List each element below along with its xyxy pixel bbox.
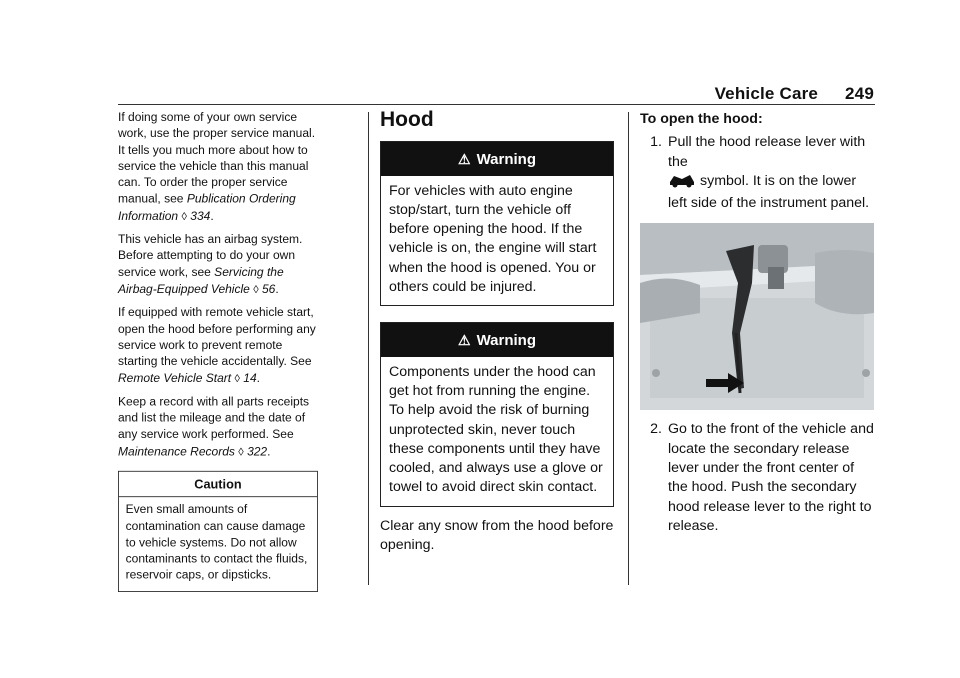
warning-title: Warning (476, 332, 536, 350)
warning-box-1 (380, 141, 614, 306)
xref-link[interactable]: Publication Ordering Information (118, 192, 296, 224)
caution-body: Even small amounts of contamination can cause damage to vehicle systems. Do not allow contaminants to contact the fluids, reservoir caps, or dipsticks. (125, 503, 308, 583)
step-text: Go to the front of the vehicle and locate the secondary release lever under the front center of the hood. Push the secondary hood release lever to the right to release. (668, 421, 874, 534)
xref-page[interactable]: 14 (243, 372, 257, 386)
xref-page[interactable]: 322 (247, 445, 268, 459)
section-heading: Hood (380, 108, 434, 131)
column-middle (380, 110, 614, 563)
paragraph-records: Keep a record with all parts receipts and list the mileage and the date of any service work performed. See Maintenance Records ◊ 322. (118, 395, 310, 459)
header-rule (118, 104, 875, 105)
step-number: 2. (650, 421, 662, 438)
page-header (715, 84, 874, 104)
page-reference-icon: ◊ (181, 209, 187, 223)
page-reference-icon: ◊ (234, 372, 240, 385)
column-right (640, 110, 876, 540)
page-reference-icon: ◊ (238, 445, 244, 458)
xref-link[interactable]: Maintenance Records (118, 445, 235, 459)
warning-triangle-icon: ⚠ (458, 151, 471, 168)
step-text: Pull the hood release lever with the symbol. It is on the lower left side of the instrument panel. (668, 134, 870, 212)
paragraph-service-manual: If doing some of your own service work, use the proper service manual. It tells you much more about how to service the vehicle than this manual can. To order the proper service manual, see Publication Ordering Information ◊ 334. (118, 110, 316, 224)
page-number: 249 (845, 84, 874, 103)
procedure-step-2 (640, 420, 876, 536)
xref-link[interactable]: Remote Vehicle Start (118, 372, 232, 386)
warning-title: Warning (476, 151, 536, 169)
procedure-step-1 (640, 133, 876, 213)
xref-link[interactable]: Servicing the Airbag-Equipped Vehicle (118, 265, 284, 297)
paragraph-airbag: This vehicle has an airbag system. Before attempting to do your own service work, see Servicing the Airbag-Equipped Vehicle ◊ 56. (118, 232, 303, 297)
column-divider-2 (628, 112, 629, 585)
column-divider-1 (368, 112, 369, 585)
warning-header (381, 142, 613, 175)
warning-body: For vehicles with auto engine stop/start, turn the vehicle off before opening the hood. If the vehicle is on, the engine will start when the hood is opened. You or others could be injured. (389, 182, 597, 296)
procedure-heading: To open the hood: (640, 111, 763, 127)
warning-body: Components under the hood can get hot from running the engine. To help avoid the risk of burning unprotected skin, never touch these components until they have cooled, and always use a glove or towel to avoid direct skin contact. (389, 363, 603, 496)
page-reference-icon: ◊ (253, 282, 259, 296)
paragraph-snow: Clear any snow from the hood before opening. (380, 517, 614, 554)
column-left (118, 110, 318, 592)
paragraph-remote-start: If equipped with remote vehicle start, open the hood before performing any service work to prevent remote starting the vehicle accidentally. See Remote Vehicle Start ◊ 14. (118, 305, 316, 386)
step-number: 1. (650, 134, 662, 151)
xref-page[interactable]: 56 (261, 282, 276, 297)
xref-page[interactable]: 334 (190, 209, 211, 224)
warning-box-2 (380, 322, 614, 506)
caution-title: Caution (119, 472, 317, 498)
car-hood-symbol-icon (668, 172, 696, 194)
warning-header (381, 323, 613, 356)
section-title: Vehicle Care (714, 84, 819, 103)
hood-release-lever-illustration (640, 223, 874, 410)
warning-triangle-icon: ⚠ (458, 332, 471, 349)
caution-box (118, 471, 318, 592)
